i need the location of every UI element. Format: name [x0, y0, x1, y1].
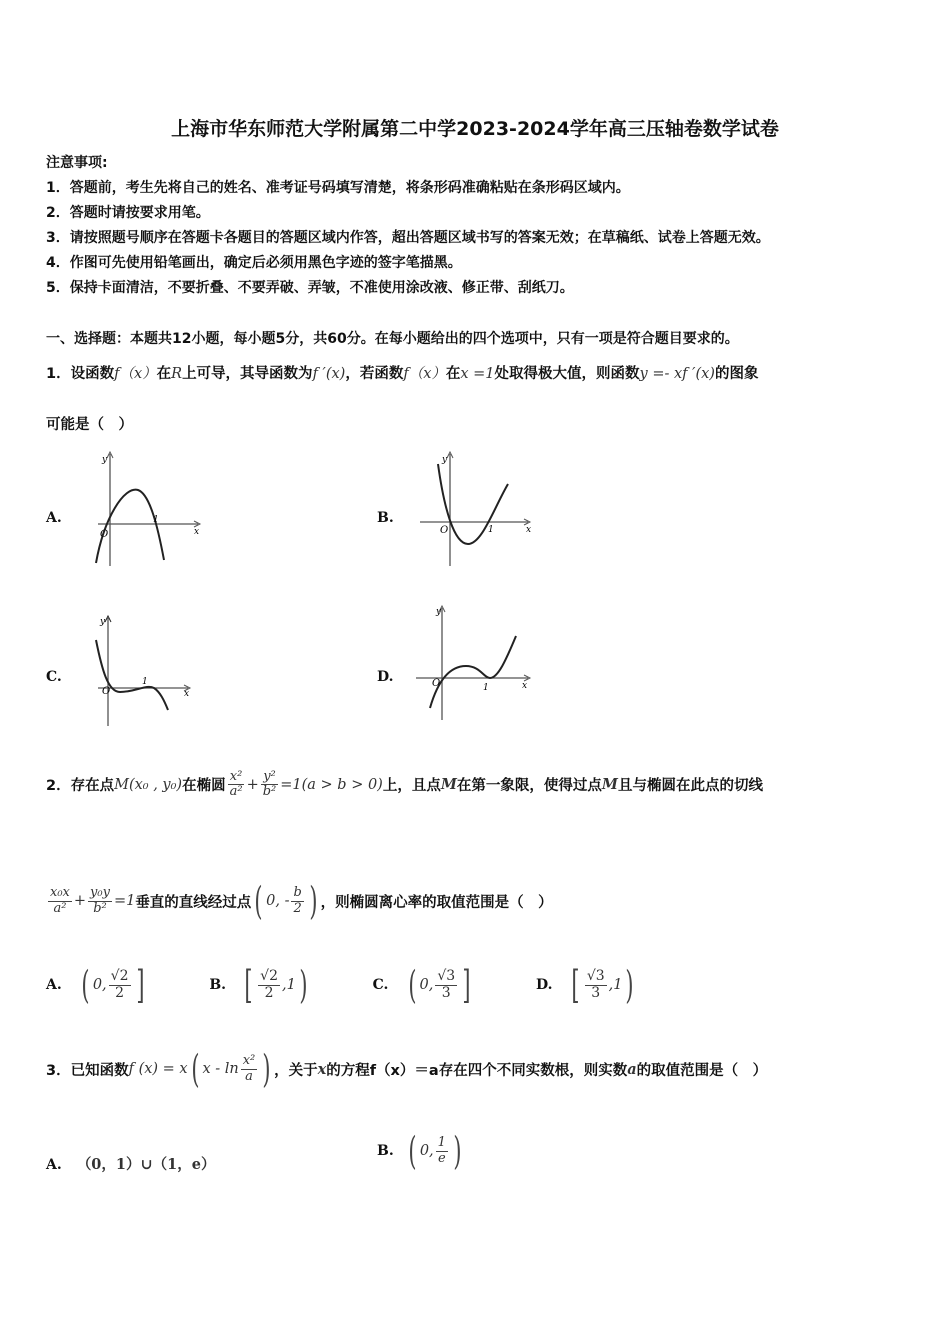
- q2-option-a-frac: $\frac{√2}{2}$: [110, 968, 129, 1001]
- question-2-line-2: $\frac{\text{x₀x}}{\text{a²}}$ + $\frac{\text{y₀y}}{\text{b²}}$ =1 垂直的直线经过点 ( 0, - $\frac{b}{2}$ ) ，则椭圆离心率的取值范围是（ ）: [50, 879, 553, 923]
- q3-option-b: B. ( 0, $\frac{1}{e}$ ): [377, 1129, 462, 1173]
- q2-text-5: 垂直的直线经过点: [135, 894, 252, 911]
- notice-heading: 注意事项:: [46, 155, 108, 171]
- q1-text-3: ，若函数: [345, 366, 404, 382]
- q2-point-frac: $\frac{b}{2}$: [293, 885, 302, 916]
- notice-item-5: 5．保持卡面清洁，不要折叠、不要弄破、弄皱，不准使用涂改液、修正带、刮纸刀。: [46, 280, 574, 296]
- q1-text-4: 在: [445, 366, 461, 382]
- q2-text-4: 且与椭圆在此点的切线: [617, 778, 763, 795]
- q2-option-b-upper: ,1: [281, 977, 296, 993]
- q3-option-b-label: B.: [377, 1143, 394, 1159]
- y-axis-label: y: [442, 455, 448, 465]
- q1-y-expr: y =- xf ′(x): [639, 366, 715, 382]
- q2-plus: +: [246, 776, 259, 793]
- q1-text-1: 在: [156, 366, 172, 382]
- q1-x-equals-1: x =1: [460, 366, 495, 382]
- q2-tangent-rhs: =1: [113, 893, 136, 909]
- q3-text-3: 存在四个不同实数根，则实数: [438, 1062, 628, 1079]
- notice-item-3: 3．请按照题号顺序在答题卡各题目的答题区域内作答，超出答题区域书写的答案无效；在草稿纸、试卷上答题无效。: [46, 230, 770, 246]
- q2-option-b-frac: $\frac{√2}{2}$: [260, 968, 278, 1001]
- q2-plus-2: +: [73, 893, 87, 909]
- q1-number: 1．设函数: [46, 366, 115, 382]
- question-3-line: 3．已知函数 f (x) = x ( x - ln $\frac{\text{x²}}{a}$ ) ，关于 x 的方程 f（x）＝a 存在四个不同实数根，则实数 a 的取值范围是（ ）: [46, 1047, 768, 1091]
- y-axis-label: y: [436, 607, 442, 617]
- q2-option-a-label: A.: [46, 977, 62, 993]
- q2-option-a-lower: 0,: [92, 977, 107, 993]
- notice-item-1: 1．答题前，考生先将自己的姓名、准考证号码填写清楚，将条形码准确粘贴在条形码区域内。: [46, 180, 630, 196]
- q3-option-b-lower: 0,: [419, 1143, 434, 1159]
- q3-equation: f（x）＝a: [369, 1062, 439, 1079]
- one-label: 1: [483, 683, 489, 693]
- q3-function: f (x) = x: [128, 1061, 188, 1077]
- q2-option-d-frac: $\frac{√3}{3}$: [586, 968, 605, 1001]
- q2-option-c-lower: 0,: [419, 977, 434, 993]
- q1-graph-a: [90, 448, 210, 570]
- q3-option-a: [46, 1153, 215, 1174]
- y-axis-label: y: [100, 617, 106, 627]
- q1-graph-b: [410, 448, 540, 570]
- q3-text-1: ，关于: [274, 1062, 318, 1079]
- x-axis-label: x: [194, 527, 200, 537]
- q3-option-a-value: （0，1）∪（1，e）: [76, 1156, 216, 1173]
- q2-ellipse-frac-2: $\frac{\text{y²}}{\text{b²}}$: [262, 769, 277, 800]
- q2-M-3: M: [601, 776, 618, 794]
- q3-number: 3．已知函数: [46, 1062, 129, 1079]
- q2-options: A. ( 0, $\frac{√2}{2}$ ] B. [ $\frac{√2}{2}$ ,1 ) C. ( 0, $\frac{√3}{3}$ ] D. [ $\frac{√3}{3}$ ,1 ): [46, 963, 634, 1007]
- q2-ellipse-rhs: =1(a > b > 0): [280, 776, 383, 793]
- q3-text-4: 的取值范围是（ ）: [636, 1062, 768, 1079]
- q2-text-6: ，则椭圆离心率的取值范围是（ ）: [320, 894, 553, 911]
- x-axis-label: x: [184, 689, 190, 699]
- q3-a: a: [627, 1060, 637, 1078]
- q2-option-c-frac: $\frac{√3}{3}$: [437, 968, 456, 1001]
- q3-frac: $\frac{\text{x²}}{a}$: [242, 1053, 256, 1084]
- q1-graph-d: [410, 600, 540, 724]
- q3-inner: x - ln: [202, 1061, 239, 1077]
- q2-text-3: 在第一象限，使得过点: [456, 778, 602, 795]
- q3-option-a-label: A.: [46, 1157, 62, 1173]
- q1-text-5: 处取得极大值，则函数: [494, 366, 640, 382]
- q1-option-d-label: D.: [377, 669, 394, 685]
- q2-option-d-label: D.: [535, 977, 553, 993]
- q1-fx: f（x）: [114, 366, 157, 382]
- q2-point: (x₀ , y₀): [128, 776, 183, 793]
- q2-text-2: 上，且点: [382, 778, 441, 795]
- q1-graph-c: [90, 610, 200, 730]
- origin-label: O: [102, 686, 111, 697]
- q3-option-b-frac: $\frac{1}{e}$: [437, 1135, 446, 1166]
- q1-option-b-label: B.: [377, 510, 394, 526]
- q2-option-b-label: B.: [209, 977, 227, 993]
- q1-fx-2: f（x）: [403, 366, 446, 382]
- q3-text-2: 的方程: [326, 1062, 370, 1079]
- one-label: 1: [153, 515, 159, 525]
- origin-label: O: [100, 529, 109, 540]
- q1-option-c-label: C.: [46, 669, 62, 685]
- q2-number: 2．存在点: [46, 778, 115, 795]
- q2-tangent-frac-2: $\frac{\text{y₀y}}{\text{b²}}$: [90, 885, 110, 916]
- q1-line-2: 可能是（ ）: [46, 417, 133, 433]
- x-axis-label: x: [522, 681, 528, 691]
- q1-option-a-label: A.: [46, 510, 62, 526]
- y-axis-label: y: [102, 455, 108, 465]
- section-heading: 一、选择题：本题共12小题，每小题5分，共60分。在每小题给出的四个选项中，只有一项是符合题目要求的。: [46, 331, 739, 347]
- one-label: 1: [488, 525, 494, 535]
- q1-text-2: 上可导，其导函数为: [182, 366, 313, 382]
- origin-label: O: [432, 678, 441, 689]
- notice-item-4: 4．作图可先使用铅笔画出，确定后必须用黑色字迹的签字笔描黑。: [46, 255, 462, 271]
- q2-ellipse-frac-1: $\frac{\text{x²}}{\text{a²}}$: [229, 769, 243, 800]
- question-1-line: [46, 362, 758, 383]
- q2-text-1: 在椭圆: [182, 778, 226, 795]
- q3-x: x: [317, 1060, 327, 1078]
- q2-option-c-label: C.: [372, 977, 389, 993]
- one-label: 1: [142, 677, 148, 687]
- q2-point-coord: 0, -: [266, 893, 290, 909]
- q2-M-2: M: [440, 776, 457, 794]
- notice-item-2: 2．答题时请按要求用笔。: [46, 205, 210, 221]
- q1-R: R: [171, 366, 183, 382]
- question-2-line-1: [46, 770, 763, 800]
- q1-fprime: f ′(x): [312, 366, 346, 382]
- q1-text-6: 的图象: [714, 366, 759, 382]
- q2-tangent-frac-1: $\frac{\text{x₀x}}{\text{a²}}$: [50, 885, 70, 916]
- x-axis-label: x: [526, 525, 532, 535]
- q2-option-d-upper: ,1: [608, 977, 623, 993]
- q2-M: M: [114, 776, 129, 793]
- origin-label: O: [440, 525, 449, 536]
- page-title: 上海市华东师范大学附属第二中学2023-2024学年高三压轴卷数学试卷: [171, 118, 779, 140]
